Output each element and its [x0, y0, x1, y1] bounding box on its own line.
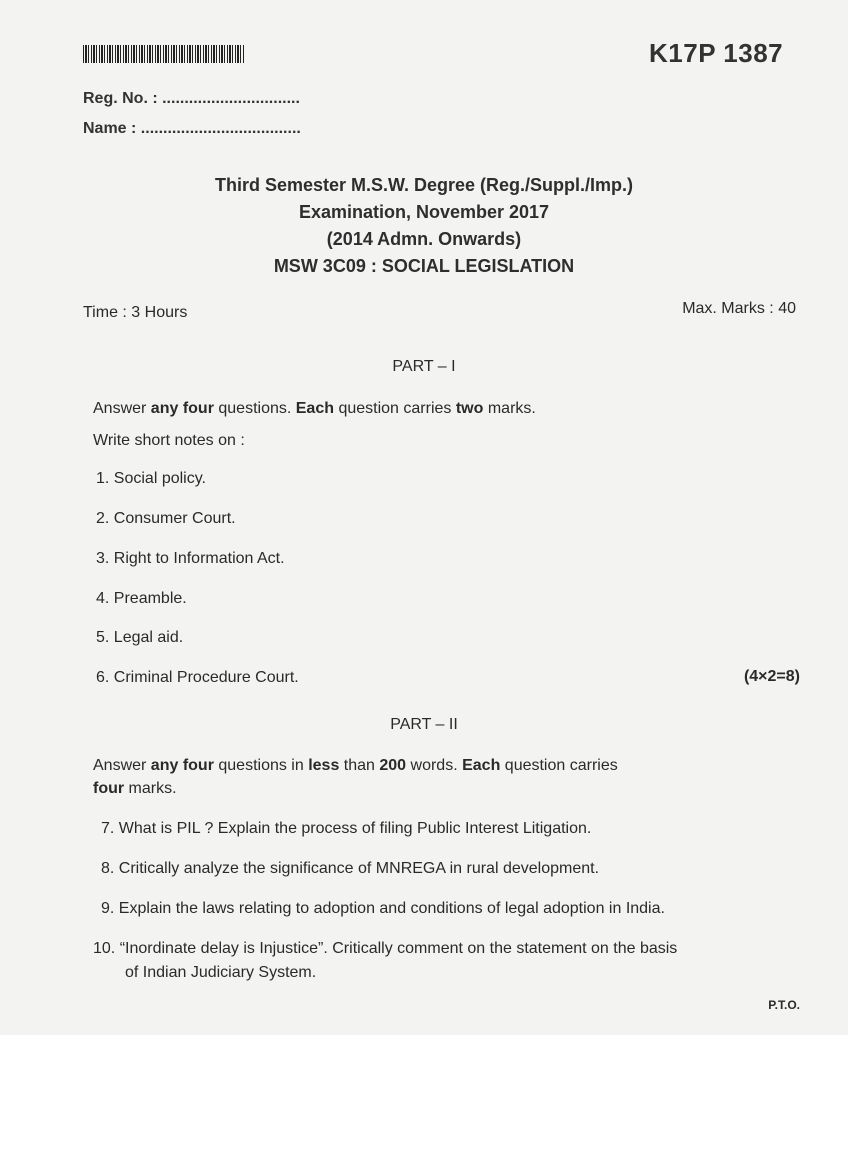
part1-mark-allocation: (4×2=8): [743, 668, 800, 685]
part2-heading: PART – II: [390, 716, 458, 733]
question-10: 10. “Inordinate delay is Injustice”. Critically comment on the statement on the basis of Indian Judiciary System.: [93, 940, 678, 981]
part2-instructions: Answer any four questions in less than 200 words. Each question carries four marks.: [93, 757, 618, 797]
pto-label: P.T.O.: [768, 998, 800, 1012]
question-9: 9. Explain the laws relating to adoption and conditions of legal adoption in India.: [101, 900, 665, 917]
reg-no-field: Reg. No. : ...............................: [83, 90, 300, 107]
question-8: 8. Critically analyze the significance of MNREGA in rural development.: [101, 860, 600, 877]
question-3: 3. Right to Information Act.: [96, 550, 285, 567]
time-label: Time : 3 Hours: [83, 304, 188, 321]
part1-instructions: Answer any four questions. Each question carries two marks.: [93, 400, 536, 417]
part1-heading: PART – I: [392, 358, 456, 375]
part1-subinstruction: Write short notes on :: [93, 432, 245, 449]
name-field: Name : ....................................: [83, 120, 301, 137]
title-line-3: (2014 Admn. Onwards): [326, 229, 522, 249]
question-2: 2. Consumer Court.: [96, 510, 236, 527]
paper-code: K17P 1387: [649, 38, 784, 68]
title-line-2: Examination, November 2017: [298, 202, 550, 222]
question-7: 7. What is PIL ? Explain the process of filing Public Interest Litigation.: [101, 820, 592, 837]
question-4: 4. Preamble.: [96, 590, 187, 607]
max-marks-label: Max. Marks : 40: [682, 300, 796, 317]
barcode: [83, 45, 245, 63]
question-1: 1. Social policy.: [96, 470, 206, 487]
question-6: 6. Criminal Procedure Court.: [96, 669, 299, 686]
title-line-1: Third Semester M.S.W. Degree (Reg./Suppl./Imp.): [214, 175, 634, 195]
question-5: 5. Legal aid.: [96, 629, 184, 646]
course-title: MSW 3C09 : SOCIAL LEGISLATION: [273, 256, 575, 276]
